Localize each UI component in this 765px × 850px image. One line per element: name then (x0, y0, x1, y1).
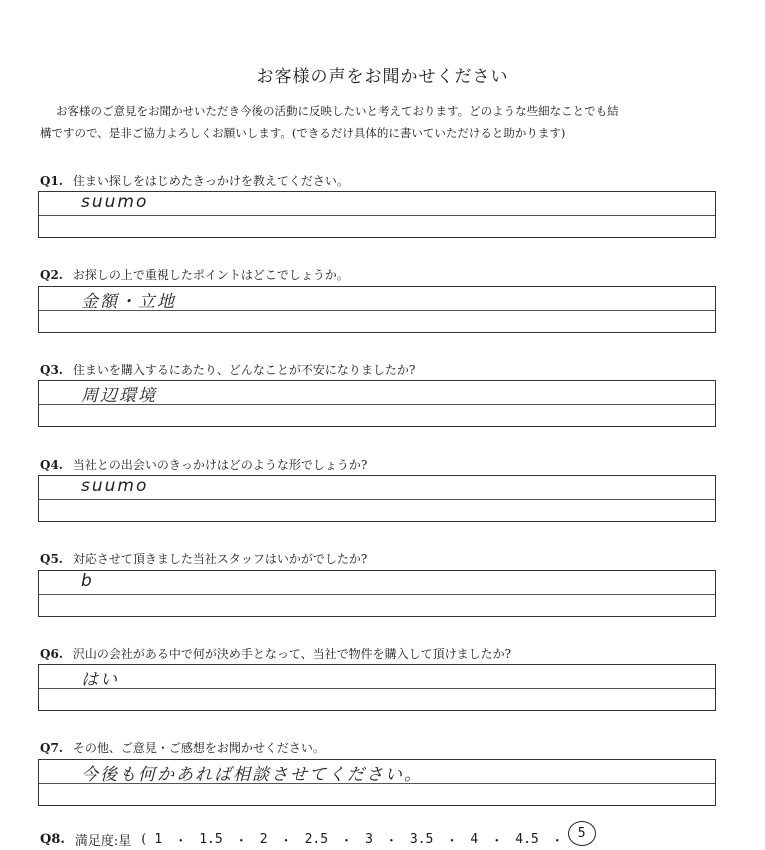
question-number: Q7. (40, 741, 63, 755)
intro-line-1: お客様のご意見をお聞かせいただき今後の活動に反映したいと考えております。どのような些細なことでも結 (56, 104, 619, 118)
question-text: 対応させて頂きました当社スタッフはいかがでしたか? (72, 552, 368, 566)
intro-text (40, 100, 730, 144)
question-number: Q4. (40, 458, 63, 472)
rating-option[interactable]: 1 (154, 832, 163, 847)
satisfaction-label: 満足度:星 (74, 834, 132, 849)
answer-box-5[interactable] (38, 570, 716, 617)
question-number: Q6. (40, 647, 63, 661)
rating-option[interactable]: 4.5 (515, 832, 539, 847)
handwritten-answer: b (81, 571, 94, 591)
question-number: Q1. (40, 174, 63, 188)
question-3 (40, 361, 415, 378)
satisfaction-row: Q8. 満足度:星 ( 1 ・ 1.5 ・ 2 ・ 2.5 ・ 3 ・ 3.5 ・ 4 ・ 4.5 ・ 5 (40, 830, 596, 849)
handwritten-answer: はい (81, 670, 119, 690)
question-5 (40, 550, 367, 567)
question-number: Q5. (40, 552, 63, 566)
intro-line-2: 構ですので、是非ご協力よろしくお願いします。(できるだけ具体的に書いていただけると助かります) (40, 126, 566, 140)
question-number: Q3. (40, 363, 63, 377)
answer-box-4[interactable] (38, 475, 716, 522)
answer-box-3[interactable] (38, 380, 716, 427)
handwritten-answer: suumo (81, 192, 149, 212)
question-text: その他、ご意見・ご感想をお聞かせください。 (72, 741, 325, 755)
rating-option[interactable]: 2.5 (304, 832, 329, 847)
rating-option[interactable]: 3 (365, 832, 373, 847)
question-text: お探しの上で重視したポイントはどこでしょうか。 (72, 268, 349, 282)
rating-option[interactable]: 1.5 (199, 832, 223, 847)
question-text: 沢山の会社がある中で何が決め手となって、当社で物件を購入して頂けましたか? (72, 647, 512, 661)
answer-box-1[interactable] (38, 191, 716, 238)
question-1 (40, 172, 349, 189)
question-text: 当社との出会いのきっかけはどのような形でしょうか? (72, 458, 368, 472)
handwritten-answer: 金額・立地 (81, 292, 176, 312)
question-7 (40, 739, 325, 756)
question-2 (40, 266, 349, 283)
question-text: 住まいを購入するにあたり、どんなことが不安になりましたか? (72, 363, 416, 377)
rating-option-selected[interactable]: 5 (568, 821, 596, 846)
handwritten-answer: suumo (81, 476, 149, 496)
open-paren: ( (141, 832, 147, 847)
rating-option[interactable]: 3.5 (409, 832, 434, 847)
page-title: お客様の声をお聞かせください (256, 67, 509, 87)
question-number: Q8. (40, 832, 65, 847)
rating-option[interactable]: 4 (470, 832, 479, 847)
handwritten-answer: 周辺環境 (81, 386, 157, 406)
answer-box-2[interactable] (38, 286, 716, 333)
rating-option[interactable]: 2 (259, 832, 268, 847)
handwritten-answer: 今後も何かあれば相談させてください。 (81, 765, 423, 785)
answer-box-6[interactable] (38, 664, 716, 711)
question-6 (40, 645, 511, 662)
question-text: 住まい探しをはじめたきっかけを教えてください。 (72, 174, 349, 188)
answer-box-7[interactable] (38, 759, 716, 806)
question-4 (40, 456, 367, 473)
question-number: Q2. (40, 268, 63, 282)
